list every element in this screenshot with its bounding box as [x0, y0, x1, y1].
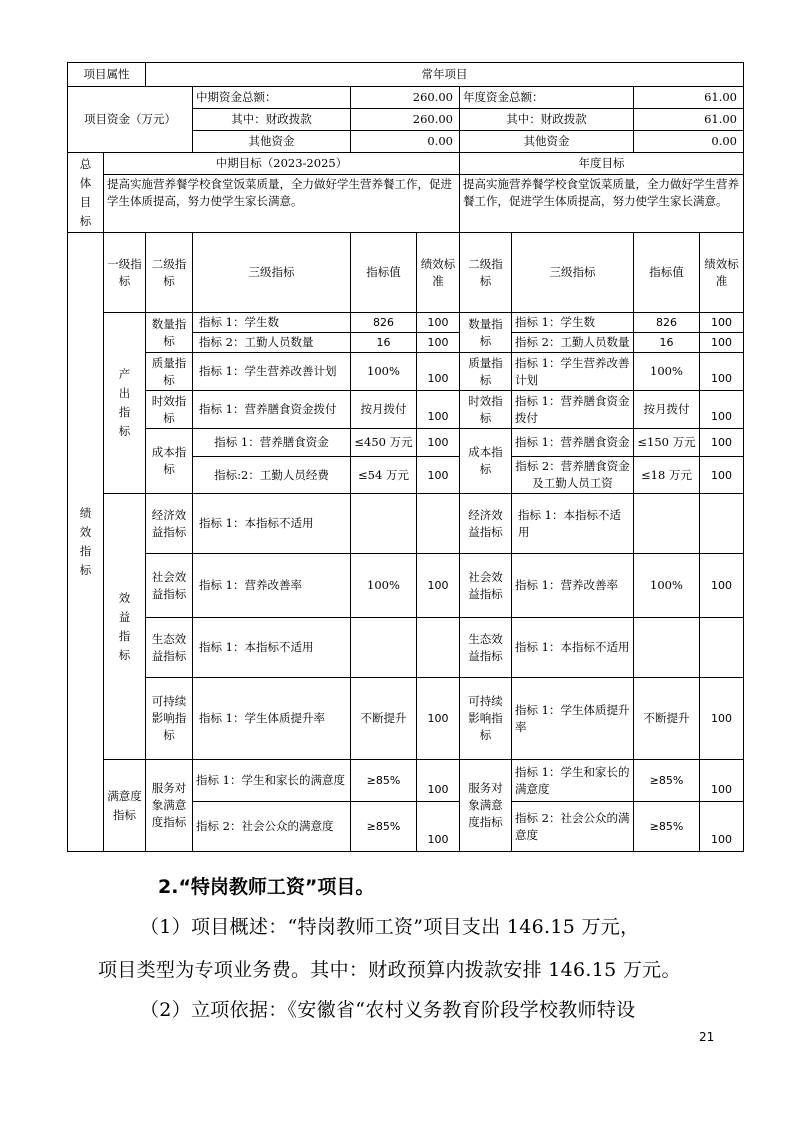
cost-label: 成本指标	[146, 429, 193, 494]
sust-year: 指标 1：学生体质提升率	[512, 678, 634, 760]
sat1-year-val: ≥85%	[634, 760, 700, 802]
cost1-mid-std: 100	[417, 429, 460, 457]
q1-year-val: 826	[634, 313, 700, 333]
econ-year-std	[700, 494, 744, 554]
header-standard-year: 绩效标准	[700, 233, 744, 313]
benefit-label: 效益指标	[104, 494, 146, 760]
header-level3-year: 三级指标	[512, 233, 634, 313]
header-value: 指标值	[351, 233, 417, 313]
goals-text-row	[68, 175, 744, 233]
paragraph-2-line-1: （2）立项依据：《安徽省“农村义务教育阶段学校教师特设	[140, 999, 636, 1021]
q1-mid: 指标 1：学生数	[193, 313, 351, 333]
social-year: 指标 1：营养改善率	[512, 554, 634, 618]
performance-table	[67, 62, 744, 852]
year-total-label: 年度资金总额：	[460, 87, 634, 109]
econ-year: 指标 1：本指标不适用	[512, 494, 634, 554]
qual-year-val: 100%	[634, 353, 700, 391]
table-row	[68, 618, 744, 678]
year-goal-header: 年度目标	[460, 153, 744, 175]
satisfaction-label: 满意度指标	[104, 760, 146, 852]
q1-mid-val: 826	[351, 313, 417, 333]
quantity-label-year: 数量指标	[460, 313, 512, 353]
cost2-year-val: ≤18 万元	[634, 457, 700, 494]
quality-label-year: 质量指标	[460, 353, 512, 391]
qual-mid-std: 100	[417, 353, 460, 391]
sat1-mid-std: 100	[417, 760, 460, 802]
attr-label: 项目属性	[68, 63, 146, 87]
mid-total-value: 260.00	[351, 87, 460, 109]
social-label: 社会效益指标	[146, 554, 193, 618]
paragraph-1-line-1: （1）项目概述：“特岗教师工资”项目支出 146.15 万元，	[140, 916, 640, 938]
cost1-mid-val: ≤450 万元	[351, 429, 417, 457]
ecological-label: 生态效益指标	[146, 618, 193, 678]
year-fiscal-value: 61.00	[634, 109, 744, 131]
cost2-year: 指标 2：营养膳食资金及工勤人员工资	[512, 457, 634, 494]
time-year-val: 按月拨付	[634, 391, 700, 429]
time-mid: 指标 1：营养膳食资金拨付	[193, 391, 351, 429]
year-total-value: 61.00	[634, 87, 744, 109]
header-level2: 二级指标	[146, 233, 193, 313]
social-year-std: 100	[700, 554, 744, 618]
service-label: 服务对象满意度指标	[146, 760, 193, 852]
time-mid-val: 按月拨付	[351, 391, 417, 429]
header-level2-year: 二级指标	[460, 233, 512, 313]
sat2-mid-std: 100	[417, 802, 460, 852]
header-level1: 一级指标	[104, 233, 146, 313]
economic-label-year: 经济效益指标	[460, 494, 512, 554]
table-row	[68, 313, 744, 333]
q2-mid-val: 16	[351, 333, 417, 353]
table-row	[68, 353, 744, 391]
social-mid: 指标 1：营养改善率	[193, 554, 351, 618]
sust-year-val: 不断提升	[634, 678, 700, 760]
output-label: 产出指标	[104, 313, 146, 494]
header-value-year: 指标值	[634, 233, 700, 313]
econ-mid-val	[351, 494, 417, 554]
q2-mid: 指标 2：工勤人员数量	[193, 333, 351, 353]
ecological-label-year: 生态效益指标	[460, 618, 512, 678]
social-year-val: 100%	[634, 554, 700, 618]
sat1-mid: 指标 1：学生和家长的满意度	[193, 760, 351, 802]
mid-fiscal-value: 260.00	[351, 109, 460, 131]
eco-mid: 指标 1：本指标不适用	[193, 618, 351, 678]
paragraph-1-line-2: 项目类型为专项业务费。其中：财政预算内拨款安排 146.15 万元。	[98, 959, 681, 981]
timeliness-label: 时效指标	[146, 391, 193, 429]
service-label-year: 服务对象满意度指标	[460, 760, 512, 852]
page-number: 21	[699, 1030, 715, 1044]
sust-mid-val: 不断提升	[351, 678, 417, 760]
indicators-label: 绩效指标	[68, 233, 104, 852]
sat1-mid-val: ≥85%	[351, 760, 417, 802]
time-year-std: 100	[700, 391, 744, 429]
q1-year-std: 100	[700, 313, 744, 333]
table-row	[68, 494, 744, 554]
funds-row	[68, 87, 744, 109]
social-mid-std: 100	[417, 554, 460, 618]
qual-mid: 指标 1：学生营养改善计划	[193, 353, 351, 391]
sust-year-std: 100	[700, 678, 744, 760]
econ-year-val	[634, 494, 700, 554]
qual-year: 指标 1：学生营养改善计划	[512, 353, 634, 391]
timeliness-label-year: 时效指标	[460, 391, 512, 429]
econ-mid: 指标 1：本指标不适用	[193, 494, 351, 554]
cost1-year-std: 100	[700, 429, 744, 457]
header-level3: 三级指标	[193, 233, 351, 313]
eco-year-std	[700, 618, 744, 678]
q2-year: 指标 2：工勤人员数量	[512, 333, 634, 353]
q2-year-std: 100	[700, 333, 744, 353]
section-heading: 2.“特岗教师工资”项目。	[158, 876, 375, 898]
sat2-mid: 指标 2：社会公众的满意度	[193, 802, 351, 852]
table-row	[68, 678, 744, 760]
mid-total-label: 中期资金总额：	[193, 87, 351, 109]
qual-year-std: 100	[700, 353, 744, 391]
table-row	[68, 760, 744, 802]
year-other-label: 其他资金	[460, 131, 634, 153]
year-goal-text: 提高实施营养餐学校食堂饭菜质量，全力做好学生营养餐工作，促进学生体质提高，努力使学生家长满意。	[460, 175, 744, 233]
eco-mid-val	[351, 618, 417, 678]
eco-year-val	[634, 618, 700, 678]
q2-year-val: 16	[634, 333, 700, 353]
sat2-mid-val: ≥85%	[351, 802, 417, 852]
econ-mid-std	[417, 494, 460, 554]
q1-year: 指标 1：学生数	[512, 313, 634, 333]
time-mid-std: 100	[417, 391, 460, 429]
mid-fiscal-label: 其中：财政拨款	[193, 109, 351, 131]
social-mid-val: 100%	[351, 554, 417, 618]
social-label-year: 社会效益指标	[460, 554, 512, 618]
cost1-year: 指标 1：营养膳食资金	[512, 429, 634, 457]
qual-mid-val: 100%	[351, 353, 417, 391]
funds-label: 项目资金（万元）	[68, 87, 193, 153]
indicator-header-row	[68, 233, 744, 313]
attr-value: 常年项目	[146, 63, 744, 87]
sat1-year: 指标 1：学生和家长的满意度	[512, 760, 634, 802]
sat2-year-val: ≥85%	[634, 802, 700, 852]
quality-label: 质量指标	[146, 353, 193, 391]
q2-mid-std: 100	[417, 333, 460, 353]
sustainable-label: 可持续影响指标	[146, 678, 193, 760]
eco-year: 指标 1：本指标不适用	[512, 618, 634, 678]
attr-row	[68, 63, 744, 87]
cost2-mid: 指标:2：工勤人员经费	[193, 457, 351, 494]
goals-header-row	[68, 153, 744, 175]
mid-other-value: 0.00	[351, 131, 460, 153]
table-row	[68, 391, 744, 429]
q1-mid-std: 100	[417, 313, 460, 333]
sust-mid: 指标 1：学生体质提升率	[193, 678, 351, 760]
sust-mid-std: 100	[417, 678, 460, 760]
cost1-year-val: ≤150 万元	[634, 429, 700, 457]
table-row	[68, 554, 744, 618]
eco-mid-std	[417, 618, 460, 678]
cost2-year-std: 100	[700, 457, 744, 494]
sat1-year-std: 100	[700, 760, 744, 802]
year-other-value: 0.00	[634, 131, 744, 153]
sustainable-label-year: 可持续影响指标	[460, 678, 512, 760]
mid-goal-text: 提高实施营养餐学校食堂饭菜质量，全力做好学生营养餐工作，促进学生体质提高，努力使学生家长满意。	[104, 175, 460, 233]
sat2-year-std: 100	[700, 802, 744, 852]
cost-label-year: 成本指标	[460, 429, 512, 494]
header-standard: 绩效标准	[417, 233, 460, 313]
economic-label: 经济效益指标	[146, 494, 193, 554]
mid-other-label: 其他资金	[193, 131, 351, 153]
quantity-label: 数量指标	[146, 313, 193, 353]
mid-goal-header: 中期目标（2023-2025）	[104, 153, 460, 175]
cost2-mid-val: ≤54 万元	[351, 457, 417, 494]
cost1-mid: 指标 1：营养膳食资金	[193, 429, 351, 457]
cost2-mid-std: 100	[417, 457, 460, 494]
time-year: 指标 1：营养膳食资金拨付	[512, 391, 634, 429]
goals-label: 总体目标	[68, 153, 104, 233]
table-row	[68, 429, 744, 457]
year-fiscal-label: 其中：财政拨款	[460, 109, 634, 131]
sat2-year: 指标 2：社会公众的满意度	[512, 802, 634, 852]
